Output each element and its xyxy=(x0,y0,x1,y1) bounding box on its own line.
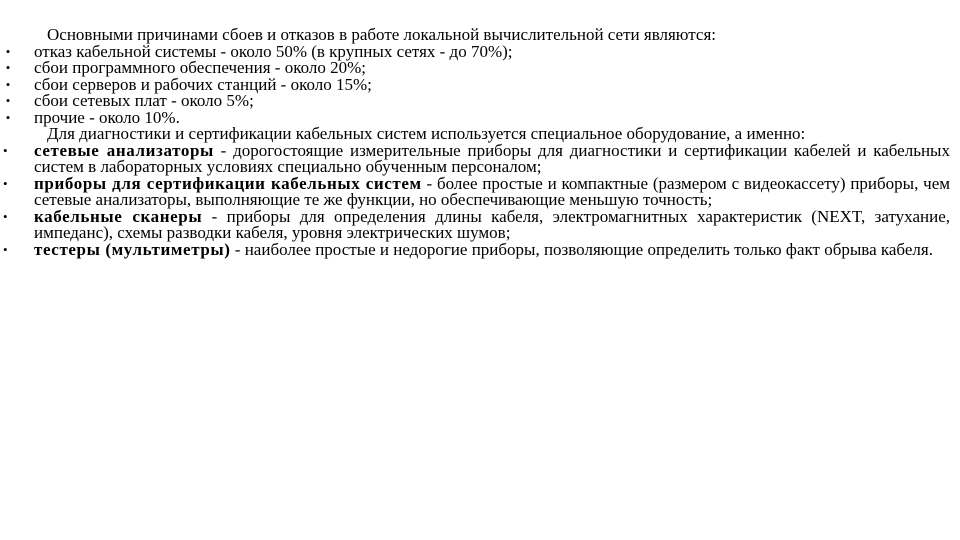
device-item xyxy=(0,140,950,176)
device-description: - более простые и компактные (размером с видеокассету) приборы, чем сетевые анализаторы, выполняющие те же функции, но обеспечивающие меньшую точность; xyxy=(34,173,950,209)
bullet-icon: • xyxy=(5,76,11,92)
bullet-icon: • xyxy=(5,93,11,108)
slide-text-body xyxy=(0,27,950,258)
cause-text: сбои серверов и рабочих станций - около 15%; xyxy=(34,74,372,94)
device-term: приборы для сертификации кабельных систем xyxy=(34,173,422,193)
cause-text: сбои сетевых плат - около 5%; xyxy=(34,91,254,110)
device-item xyxy=(0,239,950,259)
bullet-icon: • xyxy=(5,43,11,59)
device-term: тестеры (мультиметры) xyxy=(34,239,231,259)
device-description: - приборы для определения длины кабеля, электромагнитных характеристик (NEXT, затухание, импеданс), схемы разводки кабеля, уровня электрических шумов; xyxy=(34,206,950,242)
bullet-icon: • xyxy=(3,241,8,257)
bullet-icon: • xyxy=(5,109,11,125)
bullet-icon: • xyxy=(3,208,8,224)
bullet-icon: • xyxy=(5,60,11,75)
device-term: сетевые анализаторы xyxy=(34,140,214,160)
device-description: - наиболее простые и недорогие приборы, позволяющие определить только факт обрыва кабеля. xyxy=(230,239,933,259)
cause-text: отказ кабельной системы - около 50% (в крупных сетях - до 70%); xyxy=(34,41,513,61)
device-description: - дорогостоящие измерительные приборы для диагностики и сертификации кабелей и кабельных систем в лабораторных условиях специально обученным персоналом; xyxy=(34,140,950,176)
diagnostics-intro-text: Для диагностики и сертификации кабельных систем используется специальное оборудование, а именно: xyxy=(47,124,806,143)
device-item xyxy=(0,206,950,242)
intro-text: Основными причинами сбоев и отказов в работе локальной вычислительной сети являются: xyxy=(47,25,717,44)
cause-text: сбои программного обеспечения - около 20%; xyxy=(34,58,366,77)
device-item xyxy=(0,173,950,209)
cause-text: прочие - около 10%. xyxy=(34,107,180,127)
bullet-icon: • xyxy=(3,142,8,158)
device-term: кабельные сканеры xyxy=(34,206,203,226)
bullet-icon: • xyxy=(3,175,8,191)
